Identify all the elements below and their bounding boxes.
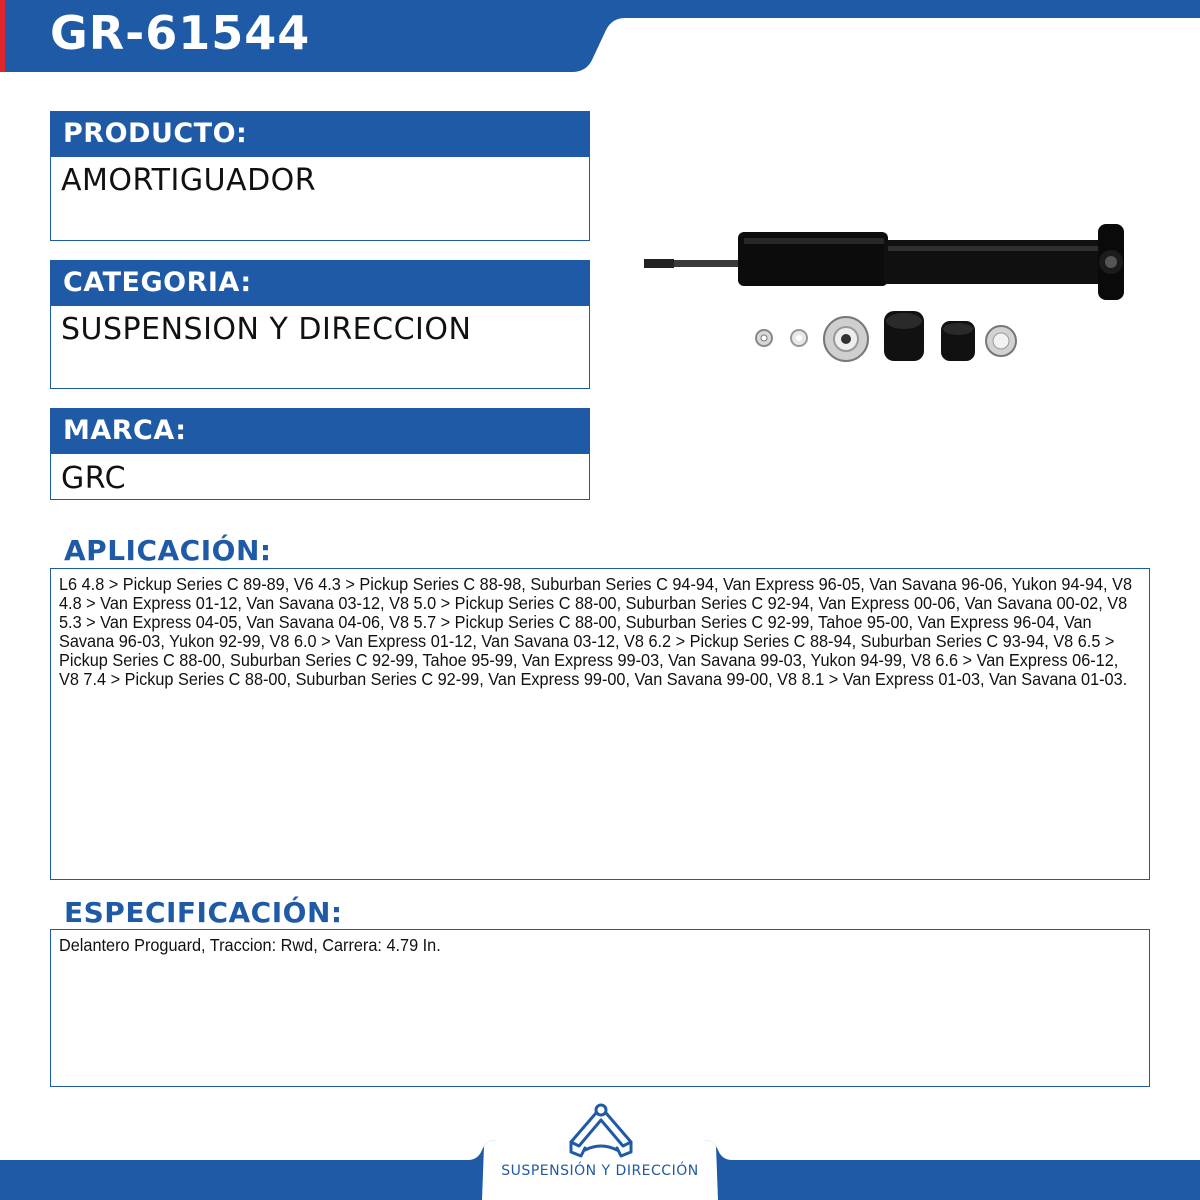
categoria-value: SUSPENSION Y DIRECCION: [50, 306, 590, 389]
marca-label: MARCA:: [50, 408, 590, 454]
marca-value: GRC: [50, 454, 590, 500]
aplicacion-text: L6 4.8 > Pickup Series C 89-89, V6 4.3 > Pickup Series C 88-98, Suburban Series C 94-94, Van Express 96-05, Van Savana 96-06, Yukon 94-94, V8 4.8 > Van Express 01-12, Van Savana 03-12, V8 5.0 > Pickup Series C 88-00, Suburban Series C 92-94, Van Express 00-06, Van Savana 00-02, V8 5.3 > Van Express 04-05, Van Savana 04-06, V8 5.7 > Pickup Series C 88-00, Suburban Series C 92-99, Tahoe 95-00, Van Express 96-04, Van Savana 96-03, Yukon 92-99, V8 6.0 > Van Express 01-12, Van Savana 03-12, V8 6.2 > Pickup Series C 88-94, Suburban Series C 93-94, V8 6.5 > Pickup Series C 88-00, Suburban Series C 92-99, Tahoe 95-99, Van Express 99-03, Van Savana 99-03, Yukon 94-99, V8 6.6 > Van Express 06-12, V8 7.4 > Pickup Series C 88-00, Suburban Series C 92-99, Van Express 99-00, Van Savana 99-00, V8 8.1 > Van Express 01-03, Van Savana 01-03.: [59, 574, 1133, 689]
producto-value: AMORTIGUADOR: [50, 157, 590, 241]
aplicacion-title: APLICACIÓN:: [64, 534, 272, 567]
product-code-title: GR-61544: [50, 6, 311, 60]
especificacion-box: [50, 929, 1150, 1087]
producto-label: PRODUCTO:: [50, 111, 590, 157]
footer-category-label: SUSPENSIÓN Y DIRECCIÓN: [501, 1163, 699, 1179]
shock-absorber-image: [636, 208, 1142, 374]
especificacion-title: ESPECIFICACIÓN:: [64, 896, 343, 929]
aplicacion-box: [50, 568, 1150, 880]
suspension-arm-icon: [565, 1102, 637, 1162]
categoria-label: CATEGORIA:: [50, 260, 590, 306]
especificacion-text: Delantero Proguard, Traccion: Rwd, Carrera: 4.79 In.: [59, 935, 441, 955]
